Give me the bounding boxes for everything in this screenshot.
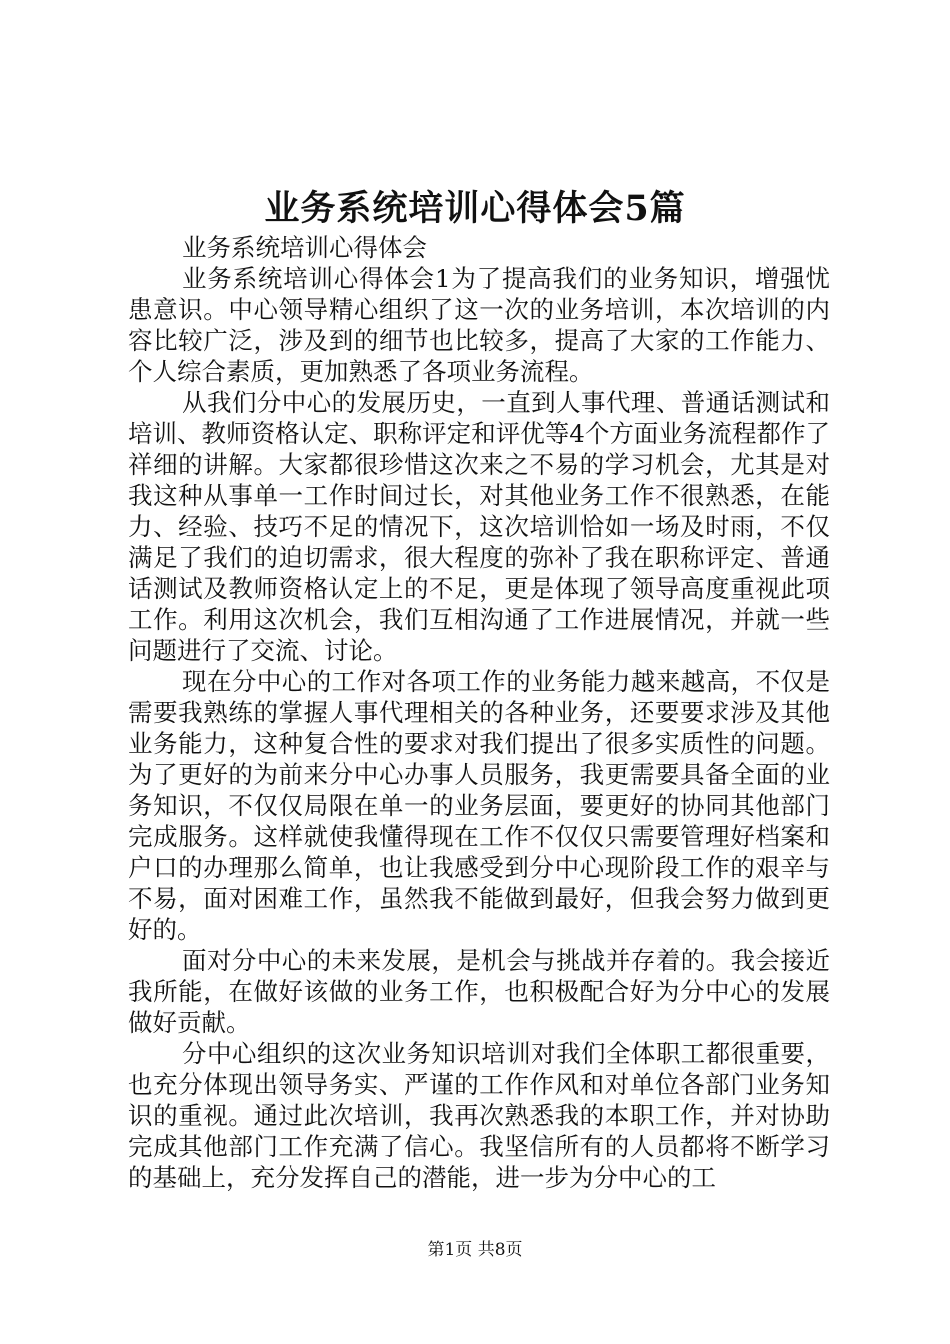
paragraph-5: 分中心组织的这次业务知识培训对我们全体职工都很重要，也充分体现出领导务实、严谨的工作作风和对单位各部门业务知识的重视。通过此次培训，我再次熟悉我的本职工作，并对协助完成其他部门工作充满了信心。我坚信所有的人员都将不断学习的基础上，充分发挥自己的潜能，进一步为分中心的工 — [128, 1039, 830, 1192]
paragraph-4: 面对分中心的未来发展，是机会与挑战并存着的。我会接近我所能，在做好该做的业务工作，也积极配合好为分中心的发展做好贡献。 — [128, 946, 830, 1037]
page-footer: 第1页 共8页 — [427, 1240, 523, 1260]
paragraph-2: 从我们分中心的发展历史，一直到人事代理、普通话测试和培训、教师资格认定、职称评定和评优等4个方面业务流程都作了祥细的讲解。大家都很珍惜这次来之不易的学习机会，尤其是对我这种从事单一工作时间过长，对其他业务工作不很熟悉，在能力、经验、技巧不足的情况下，这次培训恰如一场及时雨，不仅满足了我们的迫切需求，很大程度的弥补了我在职称评定、普通话测试及教师资格认定上的不足，更是体现了领导高度重视此项工作。利用这次机会，我们互相沟通了工作进展情况，并就一些问题进行了交流、讨论。 — [128, 388, 830, 665]
paragraph-1: 业务系统培训心得体会1为了提高我们的业务知识，增强忧患意识。中心领导精心组织了这一次的业务培训，本次培训的内容比较广泛，涉及到的细节也比较多，提高了大家的工作能力、个人综合素质，更加熟悉了各项业务流程。 — [128, 264, 830, 386]
document-title: 业务系统培训心得体会5篇 — [264, 188, 686, 229]
paragraph-subtitle: 业务系统培训心得体会 — [182, 233, 427, 262]
paragraph-3: 现在分中心的工作对各项工作的业务能力越来越高，不仅是需要我熟练的掌握人事代理相关的各种业务，还要要求涉及其他业务能力，这种复合性的要求对我们提出了很多实质性的问题。为了更好的为前来分中心办事人员服务，我更需要具备全面的业务知识，不仅仅局限在单一的业务层面，要更好的协同其他部门完成服务。这样就使我懂得现在工作不仅仅只需要管理好档案和户口的办理那么简单，也让我感受到分中心现阶段工作的艰辛与不易，面对困难工作，虽然我不能做到最好，但我会努力做到更好的。 — [128, 667, 830, 944]
document-body — [128, 232, 830, 1193]
